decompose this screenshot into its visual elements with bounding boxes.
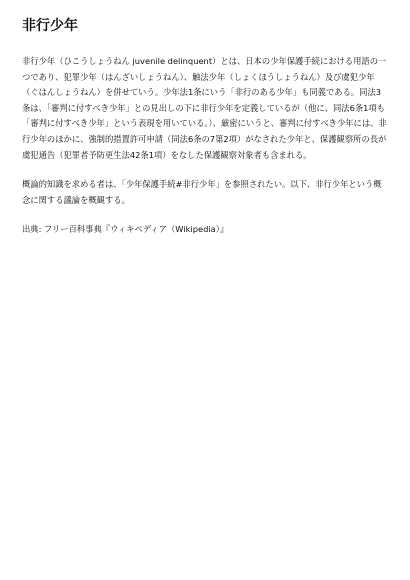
paragraph-definition: 非行少年（ひこうしょうねん juvenile delinquent）とは、日本の少年保護手続における用語の一つであり、犯罪少年（はんざいしょうねん）、触法少年（しょくほうしょうねん）及び虞犯少年（ぐはんしょうねん）を併せていう。少年法1条にいう「非行のある少年」も同義である。同法3条は、「審判に付すべき少年」との見出しの下に非行少年を定義しているが（他に、同法6条1項も「審判に付すべき少年」という表現を用いている。）、厳密にいうと、審判に付すべき少年には、非行少年のほかに、強制的措置許可申請（同法6条の7第2項）がなされた少年と、保護観察所の長が虞犯通告（犯罪者予防更生法42条1項）をなした保護観察対象者も含まれる。 — [22, 56, 387, 160]
page-title: 非行少年 — [22, 18, 78, 34]
article-body — [22, 54, 388, 252]
source-citation: 出典: フリー百科事典『ウィキペディア（Wikipedia）』 — [22, 224, 229, 235]
paragraph-overview: 概論的知識を求める者は、「少年保護手続#非行少年」を参照されたい。以下、非行少年という概念に関する議論を概観する。 — [22, 179, 382, 205]
